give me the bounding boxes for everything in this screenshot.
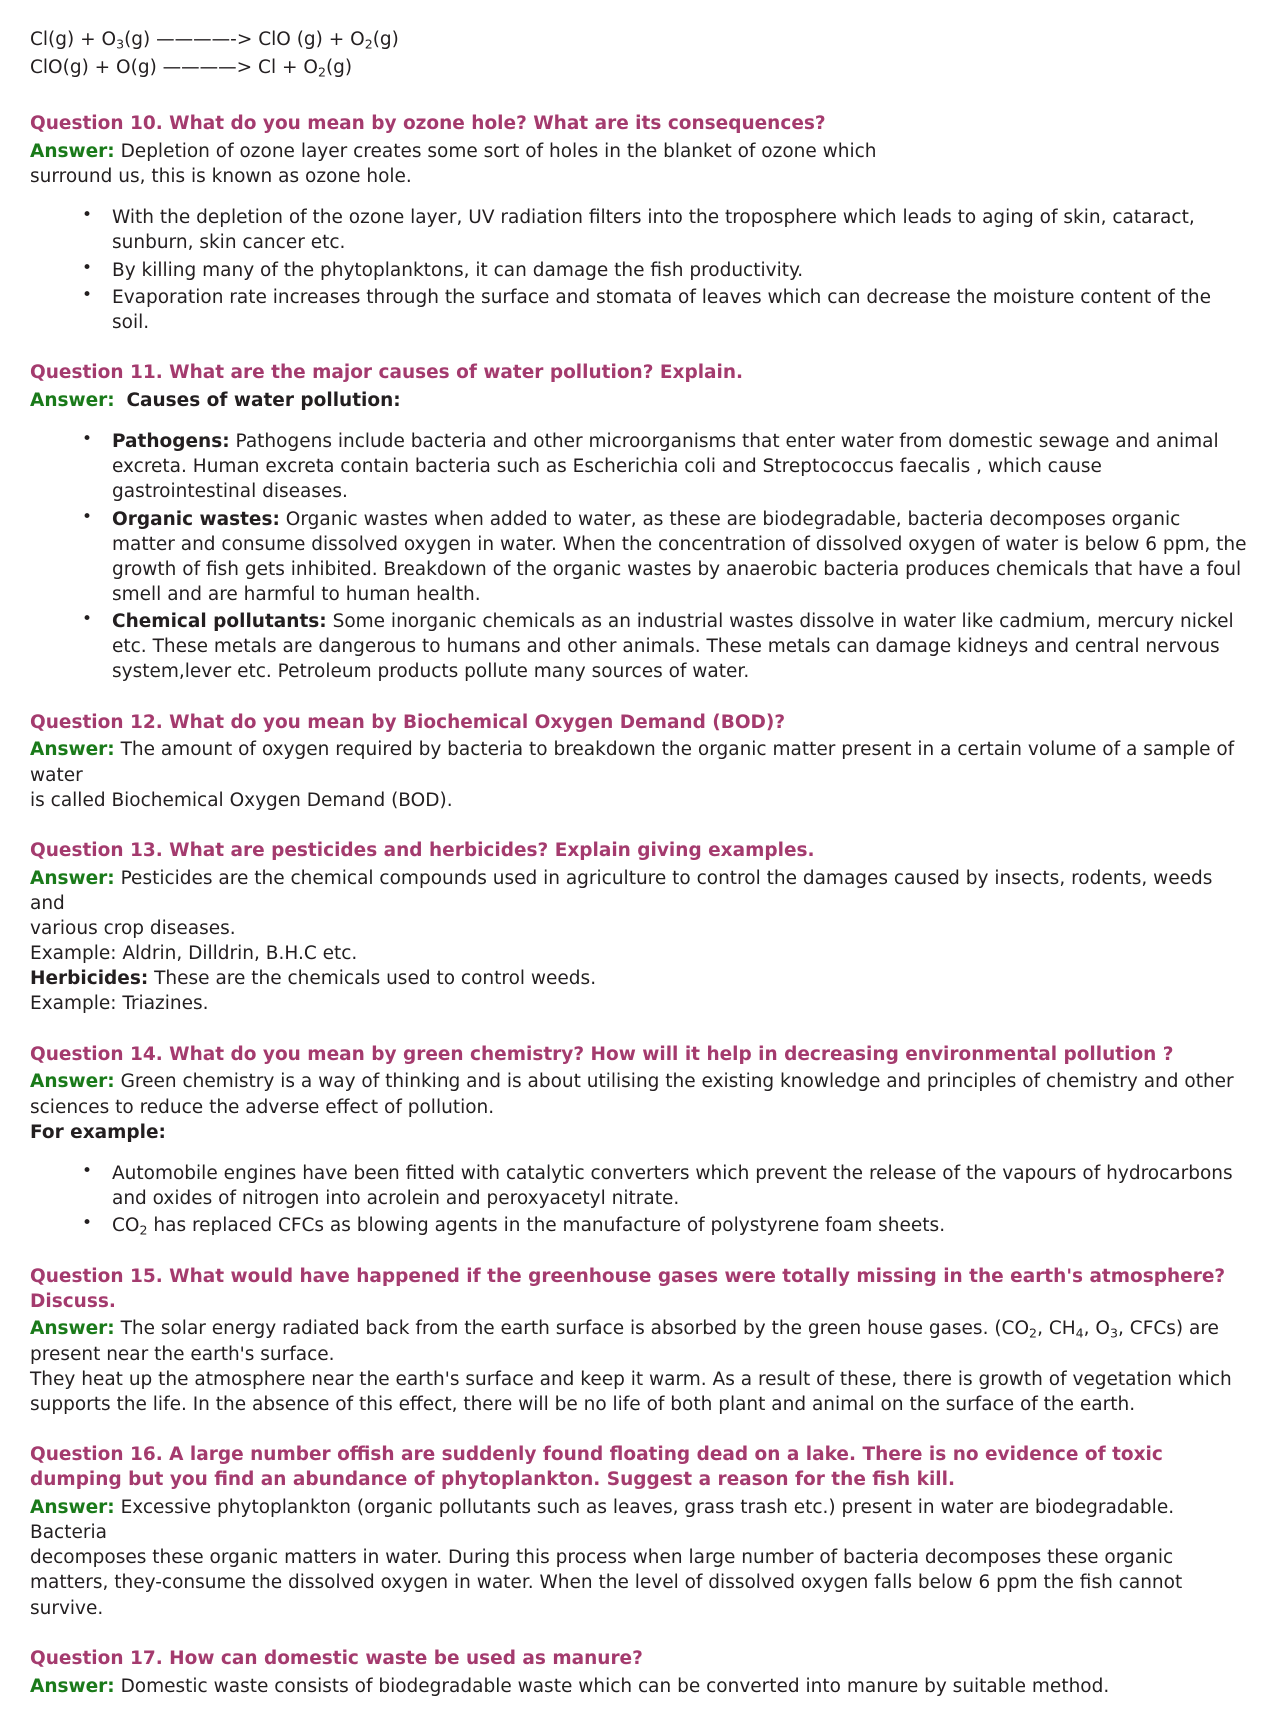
list-item-text: Some inorganic chemicals as an industrial wastes dissolve in water like cadmium, mercury nickel etc. These metals are dangerous to humans and other animals. These metals can damage kidneys and central nervous system,lever etc. Petroleum products pollute many sources of water.: [112, 611, 1234, 683]
bullet-list-14: [30, 1161, 1249, 1239]
answer-13-line2: various crop diseases.: [30, 917, 236, 939]
list-item-text: Pathogens include bacteria and other microorganisms that enter water from domestic sewage and animal excreta. Human excreta contain bacteria such as Escherichia coli and Streptococcus faecalis , which cause gastrointestinal diseases.: [112, 431, 1219, 503]
list-item: • Automobile engines have been fitted with catalytic converters which prevent the release of the vapours of hydrocarbons and oxides of nitrogen into acrolein and peroxyacetyl nitrate.: [82, 1161, 1249, 1211]
answer-label: Answer:: [30, 1071, 115, 1093]
for-example-label: For example:: [30, 1121, 166, 1143]
answer-16: [30, 1495, 1249, 1621]
answer-15-line1: The solar energy radiated back from the earth surface is absorbed by the green house gases. ($CO_2$, $CH_4$, $O_3$, CFCs) are: [120, 1318, 1219, 1341]
answer-15-paragraph: They heat up the atmosphere near the earth's surface and keep it warm. As a result of these, there is growth of vegetation which supports the life. In the absence of this effect, there will be no life of both plant and animal on the surface of the earth.: [30, 1369, 1232, 1416]
answer-15-line2: present near the earth's surface.: [30, 1343, 335, 1365]
answer-10-line2: surround us, this is known as ozone hole.: [30, 166, 412, 188]
list-item-term: Organic wastes:: [112, 508, 280, 530]
answer-11: [30, 388, 1249, 413]
equation-line-2: ClO(g) + O(g) ————> $Cl + O_2(g)$: [30, 57, 353, 80]
answer-10: [30, 139, 1249, 189]
answer-10-line1: Depletion of ozone layer creates some sort of holes in the blanket of ozone which: [120, 141, 877, 162]
herbicides-term: Herbicides:: [30, 968, 149, 990]
answer-14-line1: Green chemistry is a way of thinking and is about utilising the existing knowledge and principles of chemistry and other: [120, 1071, 1234, 1093]
list-item: [82, 429, 1249, 504]
equation-line-1: $Cl(g) + O_3(g)$ ————-> ClO $(g) + O_2(g)$: [30, 29, 399, 52]
list-item-term: Chemical pollutants:: [112, 611, 327, 633]
answer-17: [30, 1674, 1249, 1699]
list-item-text: Organic wastes when added to water, as these are biodegradable, bacteria decomposes organic matter and consume dissolved oxygen in water. When the concentration of dissolved oxygen of water is below 6 ppm, the growth of fish gets inhibited. Breakdown of the organic wastes by anaerobic bacteria produces chemicals that have a foul smell and are harmful to human health.: [112, 508, 1247, 605]
list-item: • By killing many of the phytoplanktons, it can damage the fish productivity.: [82, 258, 1249, 283]
list-item: [82, 507, 1249, 608]
answer-label: Answer:: [30, 1496, 115, 1518]
answer-17-line1: Domestic waste consists of biodegradable waste which can be converted into manure by suitable method.: [120, 1675, 1110, 1697]
answer-13: [30, 866, 1249, 1017]
answer-16-line1: Excessive phytoplankton (organic pollutants such as leaves, grass trash etc.) present in water are biodegradable. Bacteria: [30, 1496, 1175, 1544]
answer-16-rest: decomposes these organic matters in water. During this process when large number of bacteria decomposes these organic matters, they-consume the dissolved oxygen in water. When the level of dissolved oxygen falls below 6 ppm the fish cannot survive.: [30, 1547, 1183, 1619]
question-heading-10: Question 10. What do you mean by ozone hole? What are its consequences?: [30, 113, 826, 135]
answer-13-line1: Pesticides are the chemical compounds used in agriculture to control the damages caused by insects, rodents, weeds and: [30, 867, 1213, 914]
answer-12: [30, 737, 1249, 812]
answer-label: Answer:: [30, 867, 115, 889]
answer-15: [30, 1316, 1249, 1417]
question-heading-13: Question 13. What are pesticides and herbicides? Explain giving examples.: [30, 839, 815, 861]
question-heading-17: Question 17. How can domestic waste be used as manure?: [30, 1647, 643, 1669]
answer-label: Answer:: [30, 1675, 115, 1697]
answer-12-line2: is called Biochemical Oxygen Demand (BOD).: [30, 789, 453, 811]
answer-label: Answer:: [30, 389, 115, 411]
question-heading-11: Question 11. What are the major causes of water pollution? Explain.: [30, 362, 744, 384]
answer-11-heading: Causes of water pollution:: [126, 389, 401, 411]
question-heading-15: Question 15. What would have happened if the greenhouse gases were totally missing in the earth's atmosphere? Discuss.: [30, 1265, 1226, 1312]
answer-label: Answer:: [30, 1318, 115, 1340]
list-item: • Evaporation rate increases through the surface and stomata of leaves which can decrease the moisture content of the soil.: [82, 285, 1249, 335]
answer-14-line2: sciences to reduce the adverse effect of pollution.: [30, 1096, 495, 1118]
answer-label: Answer:: [30, 141, 115, 162]
list-item: [82, 609, 1249, 684]
chemical-equations: [30, 26, 1249, 82]
question-heading-14: Question 14. What do you mean by green chemistry? How will it help in decreasing environmental pollution ?: [30, 1043, 1174, 1065]
herbicides-example: Example: Triazines.: [30, 993, 209, 1015]
answer-14: [30, 1069, 1249, 1144]
question-heading-12: Question 12. What do you mean by Biochemical Oxygen Demand (BOD)?: [30, 711, 786, 733]
question-heading-16: Question 16. A large number offish are suddenly found floating dead on a lake. There is no evidence of toxic dumping but you find an abundance of phytoplankton. Suggest a reason for the fish kill.: [30, 1444, 1163, 1491]
list-item: • With the depletion of the ozone layer, UV radiation filters into the troposphere which leads to aging of skin, cataract, sunburn, skin cancer etc.: [82, 205, 1249, 255]
list-item-term: Pathogens:: [112, 431, 230, 453]
answer-label: Answer:: [30, 739, 115, 761]
herbicides-text: These are the chemicals used to control weeds.: [148, 968, 597, 990]
bullet-list-10: [30, 205, 1249, 335]
answer-13-example: Example: Aldrin, Dilldrin, B.H.C etc.: [30, 943, 358, 965]
answer-12-line1: The amount of oxygen required by bacteria to breakdown the organic matter present in a certain volume of a sample of water: [30, 739, 1235, 786]
list-item: • $CO_2$ has replaced CFCs as blowing agents in the manufacture of polystyrene foam sheets.: [82, 1213, 1249, 1239]
bullet-list-11: [30, 429, 1249, 685]
